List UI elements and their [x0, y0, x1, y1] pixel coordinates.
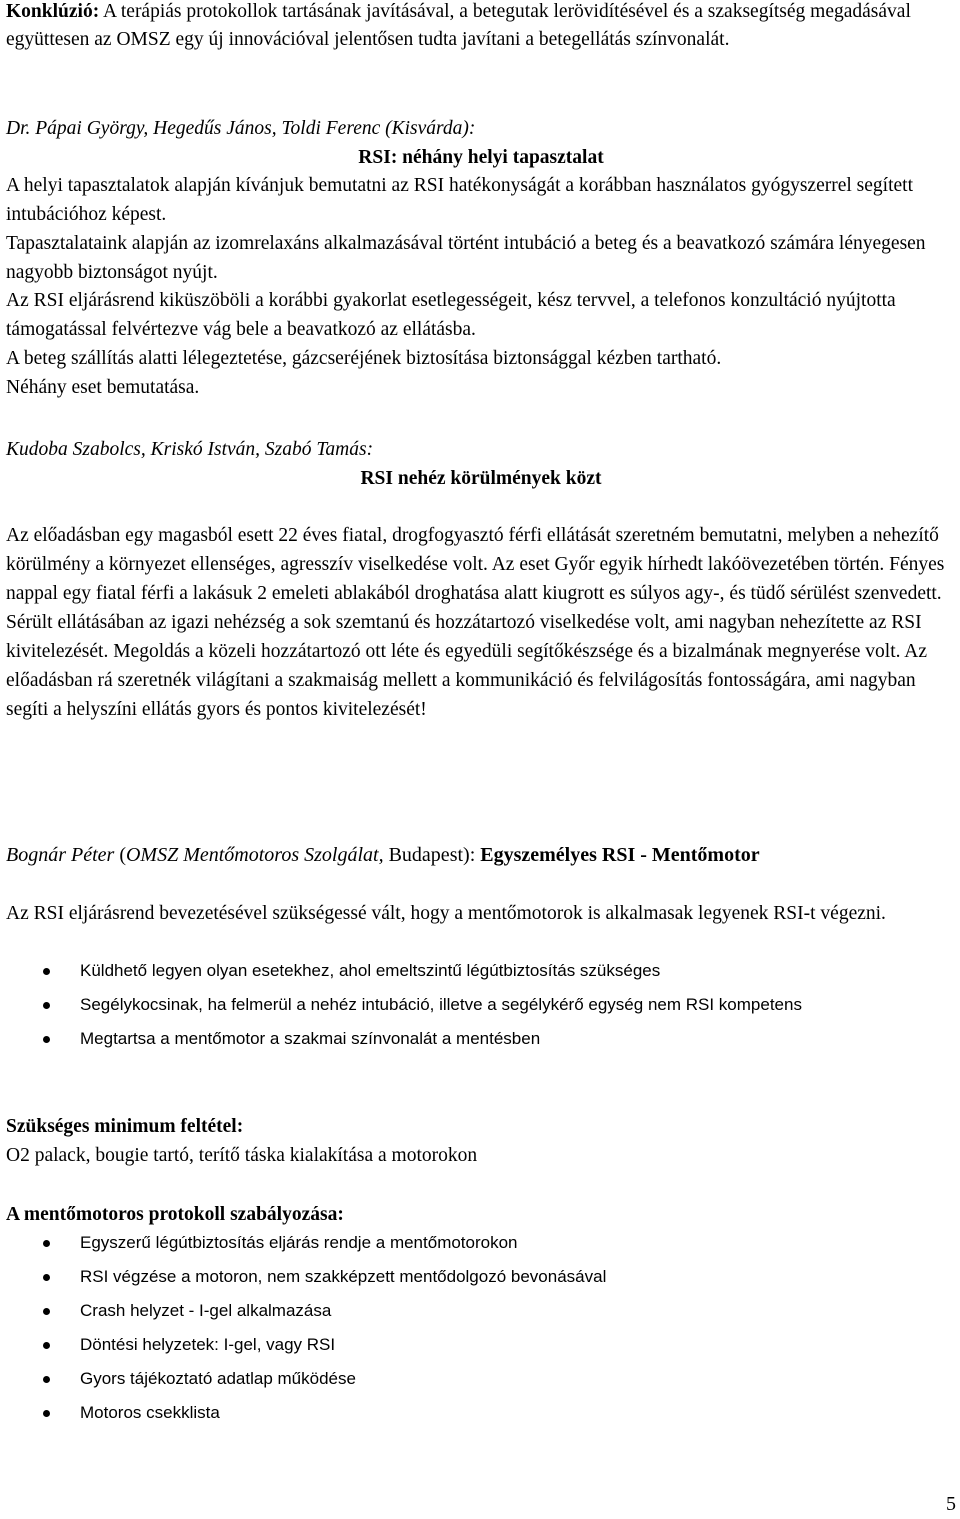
section1-authors: Dr. Pápai György, Hegedűs János, Toldi Ferenc (Kisvárda): [6, 118, 476, 139]
section3-author: Bognár Péter [6, 844, 115, 866]
bullet-icon [43, 1376, 50, 1383]
section3-title: Egyszemélyes RSI - Mentőmotor [475, 844, 760, 866]
section3-bullet-list [6, 954, 956, 1056]
page-number: 5 [946, 1493, 956, 1515]
conclusion-text: A terápiás protokollok tartásának javításával, a betegutak lerövidítésével és a szaksegítség megadásával együttesen az OMSZ egy új innovációval jelentősen tudta javítani a betegellátás színvonalát. [6, 1, 911, 50]
section3-org-open: ( [114, 844, 126, 866]
conclusion-label: Konklúzió: [6, 1, 100, 22]
protocol-bullet-list [6, 1226, 956, 1430]
section2-paragraph: Az előadásban egy magasból esett 22 éves fiatal, drogfogyasztó férfi ellátását szeretném bemutatni, melyben a nehezítő körülmény a környezet ellenséges, agresszív viselkedése volt. Az eset Győr egyik hírhedt lakóövezetében történ. Fényes nappal egy fiatal férfi a lakásuk 2 emeleti ablakából droghatása alatt kiugrott es súlyos agy-, és tüdő sérülést szenvedett. Sérült ellátásában az igazi nehézség a sok szemtanú és hozzátartozó viselkedése volt, ami nagyban nehezítette az RSI kivitelezését. Megoldás a közeli hozzátartozó ott léte és egyedüli segítőkészsége és a bizalmának megnyerése volt. Az előadásban rá szeretnék világítani a szakmaiság mellett a kommunikáció és felvilágosítás fontosságára, ami nagyban segíti a helyszíni ellátás gyors és pontos kivitelezését! [6, 525, 945, 720]
section1-paragraph-4: A beteg szállítás alatti lélegeztetése, gázcseréjének biztosítása biztonsággal kézben tartható. [6, 348, 722, 369]
section2-title: RSI nehéz körülmények közt [360, 468, 602, 489]
list-item: RSI végzése a motoron, nem szakképzett mentődolgozó bevonásával [6, 1260, 956, 1294]
list-item: Döntési helyzetek: I-gel, vagy RSI [6, 1328, 956, 1362]
list-item: Segélykocsinak, ha felmerül a nehéz intubáció, illetve a segélykérő egység nem RSI kompetens [6, 988, 956, 1022]
section1-paragraph-2: Tapasztalataink alapján az izomrelaxáns alkalmazásával történt intubáció a beteg és a beavatkozó számára lényegesen nagyobb biztonságot nyújt. [6, 233, 926, 283]
section3-paragraph: Az RSI eljárásrend bevezetésével szükségessé vált, hogy a mentőmotorok is alkalmasak legyenek RSI-t végezni. [6, 903, 886, 924]
bullet-icon [43, 1274, 50, 1281]
section2-authors: Kudoba Szabolcs, Kriskó István, Szabó Tamás: [6, 439, 374, 460]
requirement-text: O2 palack, bougie tartó, terítő táska kialakítása a motorokon [6, 1145, 478, 1166]
section1-paragraph-1: A helyi tapasztalatok alapján kívánjuk bemutatni az RSI hatékonyságát a korábban használatos gyógyszerrel segített intubációhoz képest. [6, 175, 913, 225]
list-item: Megtartsa a mentőmotor a szakmai színvonalát a mentésben [6, 1022, 956, 1056]
section1-title: RSI: néhány helyi tapasztalat [358, 147, 604, 168]
bullet-icon [43, 1002, 50, 1009]
bullet-icon [43, 1410, 50, 1417]
requirement-heading: Szükséges minimum feltétel: [6, 1116, 244, 1137]
bullet-icon [43, 1036, 50, 1043]
bullet-icon [43, 1308, 50, 1315]
list-item: Crash helyzet - I-gel alkalmazása [6, 1294, 956, 1328]
bullet-icon [43, 968, 50, 975]
section1-paragraph-5: Néhány eset bemutatása. [6, 377, 200, 398]
bullet-icon [43, 1342, 50, 1349]
protocol-heading: A mentőmotoros protokoll szabályozása: [6, 1204, 344, 1225]
list-item: Motoros csekklista [6, 1396, 956, 1430]
section3-heading [6, 841, 956, 870]
section3-city: Budapest): [383, 844, 476, 866]
section3-org: OMSZ Mentőmotoros Szolgálat, [125, 844, 384, 866]
conclusion-paragraph [6, 0, 956, 54]
list-item: Küldhető legyen olyan esetekhez, ahol emeltszintű légútbiztosítás szükséges [6, 954, 956, 988]
list-item: Gyors tájékoztató adatlap működése [6, 1362, 956, 1396]
list-item: Egyszerű légútbiztosítás eljárás rendje a mentőmotorokon [6, 1226, 956, 1260]
section1-paragraph-3: Az RSI eljárásrend kiküszöböli a korábbi gyakorlat esetlegességeit, kész tervvel, a telefonos konzultáció nyújtotta támogatással felvértezve vág bele a beavatkozó az ellátásba. [6, 290, 896, 340]
bullet-icon [43, 1240, 50, 1247]
